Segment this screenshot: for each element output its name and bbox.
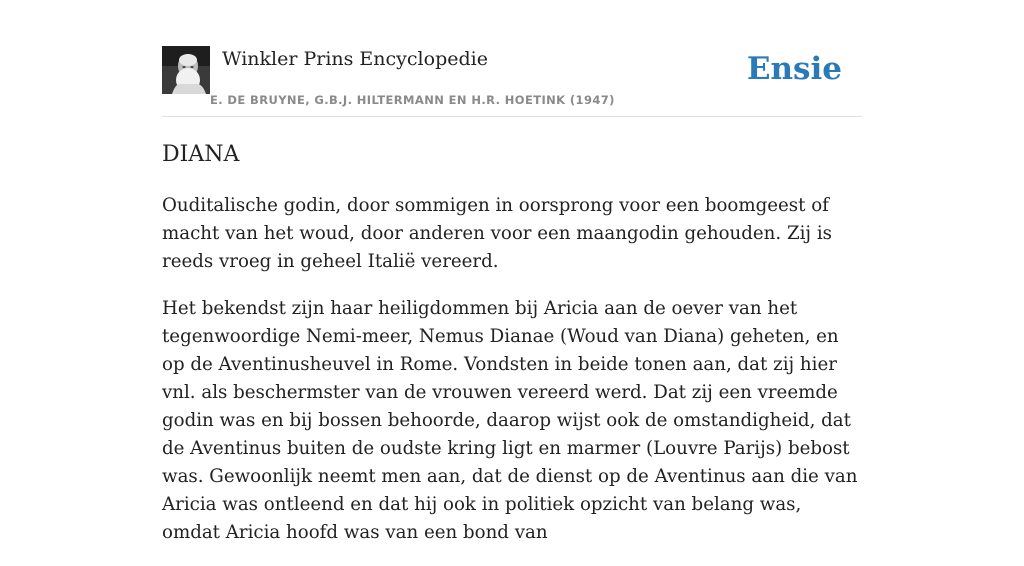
source-authors: E. DE BRUYNE, G.B.J. HILTERMANN EN H.R. HOETINK (1947) xyxy=(210,93,615,107)
entry-title: DIANA xyxy=(162,142,240,167)
entry-content xyxy=(162,192,862,566)
entry-paragraph: Het bekendst zijn haar heiligdommen bij Aricia aan de oever van het tegenwoordige Nemi-meer, Nemus Dianae (Woud van Diana) geheten, en op de Aventinusheuvel in Rome. Vondsten in beide tonen aan, dat zij hier vnl. als beschermster van de vrouwen vereerd werd. Dat zij een vreemde godin was en bij bossen behoorde, daarop wijst ook de omstandigheid, dat de Aventinus buiten de oudste kring ligt en marmer (Louvre Parijs) bebost was. Gewoonlijk neemt men aan, dat de dienst op de Aventinus aan die van Aricia was ontleend en dat hij ook in politiek opzicht van belang was, omdat Aricia hoofd was van een bond van xyxy=(162,298,858,543)
source-title[interactable]: Winkler Prins Encyclopedie xyxy=(222,48,488,70)
portrait-avatar-icon[interactable] xyxy=(162,46,210,94)
source-header xyxy=(162,44,862,117)
ensie-logo[interactable]: Ensie xyxy=(746,51,842,87)
entry-paragraph: Ouditalische godin, door sommigen in oorsprong voor een boomgeest of macht van het woud, door anderen voor een maangodin gehouden. Zij is reeds vroeg in geheel Italië vereerd. xyxy=(162,195,832,272)
